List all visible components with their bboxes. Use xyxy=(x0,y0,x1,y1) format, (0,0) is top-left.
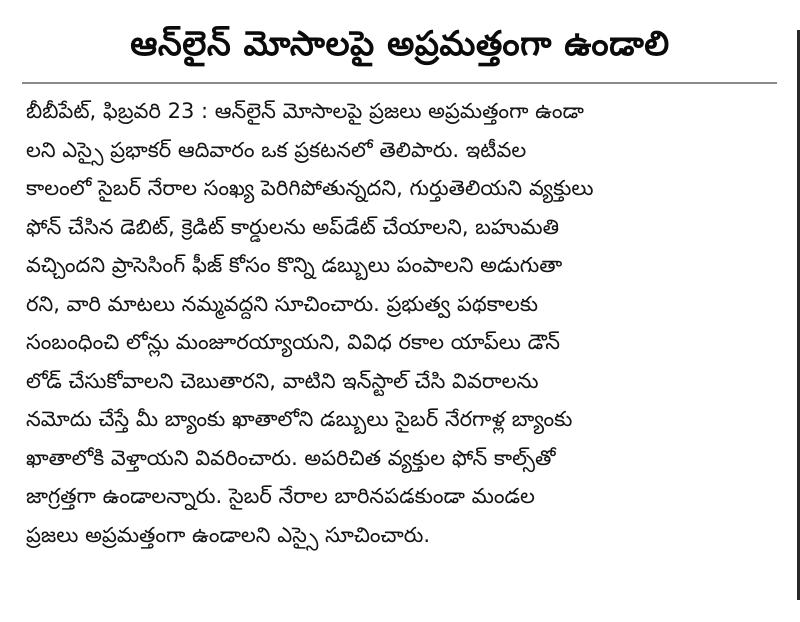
article-line: జాగ్రత్తగా ఉండాలన్నారు. సైబర్ నేరాల బారినపడకుండా మండల xyxy=(26,484,535,508)
article-line: లోడ్ చేసుకోవాలని చెబుతారని, వాటిని ఇన్‌స్టాల్ చేసి వివరాలను xyxy=(26,368,539,393)
article-line: కాలంలో సైబర్ నేరాల సంఖ్య పెరిగిపోతున్నదని, గుర్తుతెలియని వ్యక్తులు xyxy=(26,176,594,200)
headline: ఆన్‌లైన్ మోసాలపై అప్రమత్తంగా ఉండాలి xyxy=(130,24,670,64)
article-line: ఫోన్ చేసిన డెబిట్, క్రెడిట్ కార్డులను అప్‌డేట్ చేయాలని, బహుమతి xyxy=(26,214,560,239)
article-line: వచ్చిందని ప్రాసెసింగ్ ఫీజ్ కోసం కొన్ని డబ్బులు పంపాలని అడుగుతా xyxy=(26,253,563,277)
headline-divider xyxy=(22,82,777,84)
article-line: ఖాతాలోకి వెళ్తాయని వివరించారు. అపరిచిత వ్యక్తుల ఫోన్ కాల్స్‌తో xyxy=(26,445,556,470)
article-line: ప్రజలు అప్రమత్తంగా ఉండాలని ఎస్సై సూచించారు. xyxy=(26,522,431,547)
article-line: లని ఎస్సై ప్రభాకర్ ఆదివారం ఒక ప్రకటనలో తెలిపారు. ఇటీవల xyxy=(26,137,527,162)
article-line: బీబీపేట్, ఫిబ్రవరి 23 : ఆన్‌లైన్ మోసాలపై ప్రజలు అప్రమత్తంగా ఉండా xyxy=(26,99,584,123)
article-line: సంబంధించి లోన్లు మంజూరయ్యాయని, వివిధ రకాల యాప్‌లు డౌన్ xyxy=(26,330,561,354)
article-line: రని, వారి మాటలు నమ్మవద్దని సూచించారు. ప్రభుత్వ పథకాలకు xyxy=(26,291,539,316)
article-line: నమోదు చేస్తే మీ బ్యాంకు ఖాతాలోని డబ్బులు సైబర్ నేరగాళ్ల బ్యాంకు xyxy=(26,407,573,431)
article-body xyxy=(26,92,786,554)
